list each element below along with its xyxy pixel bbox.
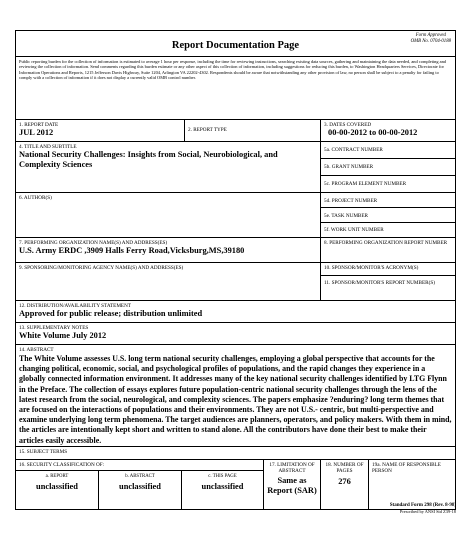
num-pages-label: 18. NUMBER OF PAGES <box>325 462 364 474</box>
abstract-text: The White Volume assesses U.S. long term national security challenges, employing a global perspective that accounts for the changing political, economic, social, and psychological profiles of populations, and the rapid changes they experience in a globally connected information environment. It addresses many of the key national security challenges identified by LTG Flynn in the Preface. The collection of essays explores future population-centric national security challenges through the lens of the latest research from the social, neurological, and complexity sciences. The papers emphasize ?enduring? long term themes that are focused on the interactions of populations and their environments. They are not U.S.- centric, but multi-perspective and examine underlying long term phenomena. The target audiences are planners, operators, and policy makers. With them in mind, the articles are intentionally kept short and written to stand alone. All the contributors have done their best to make their articles easily accessible. <box>19 354 452 445</box>
subject-terms-cell <box>16 447 455 459</box>
dates-covered-label: 3. DATES COVERED <box>324 122 372 128</box>
security-class-label: 16. SECURITY CLASSIFICATION OF: <box>16 460 263 471</box>
report-class-cell <box>16 471 99 509</box>
performing-row <box>16 238 455 263</box>
supplementary-row <box>16 323 455 345</box>
program-element-label: 5c. PROGRAM ELEMENT NUMBER <box>324 181 407 187</box>
supplementary-value: White Volume July 2012 <box>19 331 107 340</box>
title-cell <box>16 142 321 192</box>
abstract-class-value: unclassified <box>119 481 161 491</box>
form-id: Standard Form 298 (Rev. 8-98) <box>389 503 456 508</box>
limitation-cell <box>264 460 321 509</box>
performing-org-cell <box>16 238 321 262</box>
page-class-label: c. THIS PAGE <box>208 474 237 479</box>
contract-stack <box>321 142 455 192</box>
performing-report-cell <box>321 238 455 262</box>
title-row <box>16 142 455 193</box>
title-value: National Security Challenges: Insights from Social, Neurobiological, and Complexity Sciences <box>19 150 278 169</box>
dates-row <box>16 120 455 142</box>
supplementary-cell <box>16 323 455 344</box>
sponsor-acronym-label: 10. SPONSOR/MONITOR'S ACRONYM(S) <box>321 263 455 276</box>
supplementary-label: 13. SUPPLEMENTARY NOTES <box>19 325 89 331</box>
page-class-cell <box>182 471 263 509</box>
report-type-cell <box>185 120 321 141</box>
report-type-label: 2. REPORT TYPE <box>188 127 227 133</box>
author-row <box>16 193 455 238</box>
abstract-cell <box>16 345 455 446</box>
performing-report-label: 8. PERFORMING ORGANIZATION REPORT NUMBER <box>324 240 448 246</box>
authors-label: 6. AUTHOR(S) <box>19 195 52 201</box>
limitation-value: Same as Report (SAR) <box>267 476 317 495</box>
distribution-label: 12. DISTRIBUTION/AVAILABILITY STATEMENT <box>19 303 132 309</box>
burden-row <box>16 57 455 120</box>
sponsoring-agency-cell <box>16 263 321 300</box>
form-approved-text: Form Approved <box>415 33 446 38</box>
report-date-label: 1. REPORT DATE <box>19 122 59 128</box>
abstract-class-label: b. ABSTRACT <box>125 474 155 479</box>
form-footer <box>390 503 456 514</box>
grant-number-label: 5b. GRANT NUMBER <box>321 159 455 176</box>
performing-org-value: U.S. Army ERDC ,3909 Halls Ferry Road,Vicksburg,MS,39180 <box>19 246 245 255</box>
sponsor-stack <box>321 263 455 300</box>
prescribed-by: Prescribed by ANSI Std Z39-18 <box>399 509 456 514</box>
responsible-label: 19a. NAME OF RESPONSIBLE PERSON <box>372 462 441 474</box>
subject-terms-label: 15. SUBJECT TERMS <box>19 449 68 455</box>
form-title: Report Documentation Page <box>171 40 300 51</box>
project-stack <box>321 193 455 237</box>
abstract-class-cell <box>99 471 182 509</box>
security-class-cell <box>16 460 264 509</box>
abstract-label: 14. ABSTRACT <box>19 347 54 353</box>
page-class-value: unclassified <box>201 481 244 491</box>
report-date-value: JUL 2012 <box>19 128 54 137</box>
report-date-cell <box>16 120 185 141</box>
distribution-cell <box>16 301 455 322</box>
omb-number: OMB No. 0704-0188 <box>410 38 451 44</box>
dates-covered-cell <box>321 120 455 141</box>
authors-cell <box>16 193 321 237</box>
subject-terms-row <box>16 447 455 460</box>
sponsoring-row <box>16 263 455 301</box>
title-label: 4. TITLE AND SUBTITLE <box>19 144 77 150</box>
burden-statement: Public reporting burden for the collection of information is estimated to average 1 hour per response, including the time for reviewing instructions, searching existing data sources, gathering and maintaining the data needed, and completing and reviewing the collection of information. Send comments regarding this burden estimate or any other aspect of this collection of information, including suggestions for reducing this burden, to Washington Headquarters Services, Directorate for Information Operations and Reports, 1215 Jefferson Davis Highway, Suite 1204, Arlington VA 22202-4302. Respondents should be aware that notwithstanding any other provision of law, no person shall be subject to a penalty for failing to comply with a collection of information if it does not display a currently valid OMB control number. <box>19 59 446 80</box>
performing-org-label: 7. PERFORMING ORGANIZATION NAME(S) AND ADDRESS(ES) <box>19 240 168 246</box>
report-documentation-form <box>15 30 456 510</box>
num-pages-value: 276 <box>338 477 351 486</box>
contract-number-label: 5a. CONTRACT NUMBER <box>321 142 455 159</box>
distribution-value: Approved for public release; distribution unlimited <box>19 309 203 318</box>
project-number-label: 5d. PROJECT NUMBER <box>321 193 455 208</box>
report-class-label: a. REPORT <box>45 474 69 479</box>
abstract-row <box>16 345 455 447</box>
task-number-label: 5e. TASK NUMBER <box>321 208 455 223</box>
limitation-label: 17. LIMITATION OF ABSTRACT <box>269 462 315 474</box>
work-unit-label: 5f. WORK UNIT NUMBER <box>324 227 384 233</box>
sponsor-report-label: 11. SPONSOR/MONITOR'S REPORT NUMBER(S) <box>324 280 435 286</box>
omb-block <box>411 33 451 44</box>
form-header <box>16 31 455 57</box>
security-class-subrow <box>16 471 263 509</box>
dates-covered-value: 00-00-2012 to 00-00-2012 <box>328 128 418 137</box>
sponsoring-agency-label: 9. SPONSORING/MONITORING AGENCY NAME(S) AND ADDRESS(ES) <box>19 265 184 271</box>
num-pages-cell <box>321 460 369 509</box>
responsible-cell <box>369 460 455 509</box>
distribution-row <box>16 301 455 323</box>
report-class-value: unclassified <box>36 481 78 491</box>
classification-row <box>16 460 455 509</box>
